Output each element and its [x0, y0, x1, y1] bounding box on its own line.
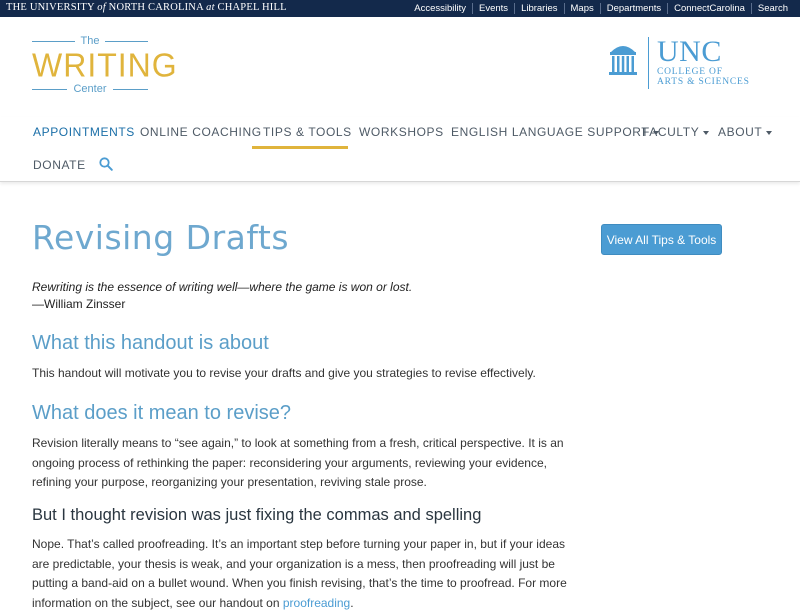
college-line-2: ARTS & SCIENCES [657, 77, 750, 87]
nav-appointments[interactable]: APPOINTMENTS [33, 125, 135, 139]
nav-donate[interactable]: DONATE [33, 158, 86, 172]
nav-online-coaching[interactable]: ONLINE COACHING [140, 125, 262, 139]
search-icon[interactable] [99, 157, 113, 171]
caret-down-icon [703, 131, 709, 135]
proofreading-link[interactable]: proofreading [282, 595, 351, 610]
utility-link-search[interactable]: Search [751, 3, 794, 14]
utility-link-departments[interactable]: Departments [600, 3, 667, 14]
old-well-icon [608, 40, 638, 78]
nav-about[interactable]: ABOUT [718, 125, 772, 139]
epigraph-quote: Rewriting is the essence of writing well—where the game is won or lost. [32, 280, 413, 294]
utility-link-accessibility[interactable]: Accessibility [414, 3, 467, 14]
utility-links [408, 0, 794, 17]
utility-link-connectcarolina[interactable]: ConnectCarolina [667, 3, 751, 14]
unc-logo-text [657, 37, 750, 87]
epigraph-author: —William Zinsser [32, 297, 126, 311]
university-bar [0, 0, 800, 17]
site-header [0, 17, 800, 117]
logo-divider [648, 37, 649, 89]
active-tab-indicator [252, 146, 348, 149]
utility-link-maps[interactable]: Maps [564, 3, 600, 14]
logo-writing: WRITING [32, 46, 178, 84]
main-nav [0, 117, 800, 182]
view-all-tips-button[interactable]: View All Tips & Tools [601, 224, 722, 255]
logo-the: The [32, 35, 148, 47]
utility-link-events[interactable]: Events [472, 3, 514, 14]
nav-english-language-support[interactable]: ENGLISH LANGUAGE SUPPORT [451, 125, 659, 139]
nav-tips-tools[interactable]: TIPS & TOOLS [263, 125, 352, 139]
heading-about: What this handout is about [32, 332, 269, 354]
paragraph-mean: Revision literally means to “see again,” to look at something from a fresh, critical perspective. It is an ongoing process of rethinking the paper: reconsidering your arguments, reviewing your evidence, refining your purpose, reorganizing your presentation, reviving stale prose. [32, 436, 564, 489]
caret-down-icon [766, 131, 772, 135]
nav-faculty[interactable]: FACULTY [642, 125, 709, 139]
heading-mean: What does it mean to revise? [32, 402, 292, 424]
university-name[interactable]: THE UNIVERSITY of NORTH CAROLINA at CHAPEL HILL [6, 2, 287, 13]
utility-link-libraries[interactable]: Libraries [514, 3, 563, 14]
college-line-1: COLLEGE OF [657, 67, 723, 77]
epigraph [32, 279, 412, 313]
page-title: Revising Drafts [32, 218, 290, 257]
writing-center-logo[interactable] [32, 35, 178, 95]
unc-college-logo[interactable] [608, 37, 773, 92]
nav-workshops[interactable]: WORKSHOPS [359, 125, 444, 139]
paragraph-commas: Nope. That’s called proofreading. It’s an important step before turning your paper in, but if your ideas are predictable, your thesis is weak, and your organization is a mess, then proofreading will just be putting a band-aid on a bullet wound. When you finish revising, that’s the time to proofread. For more information on the subject, see our handout on proofreading. [32, 537, 567, 610]
logo-center: Center [32, 83, 148, 95]
unc-wordmark: UNC [657, 35, 722, 68]
paragraph-about: This handout will motivate you to revise your drafts and give you strategies to revise effectively. [32, 366, 536, 380]
heading-commas: But I thought revision was just fixing the commas and spelling [32, 506, 482, 524]
